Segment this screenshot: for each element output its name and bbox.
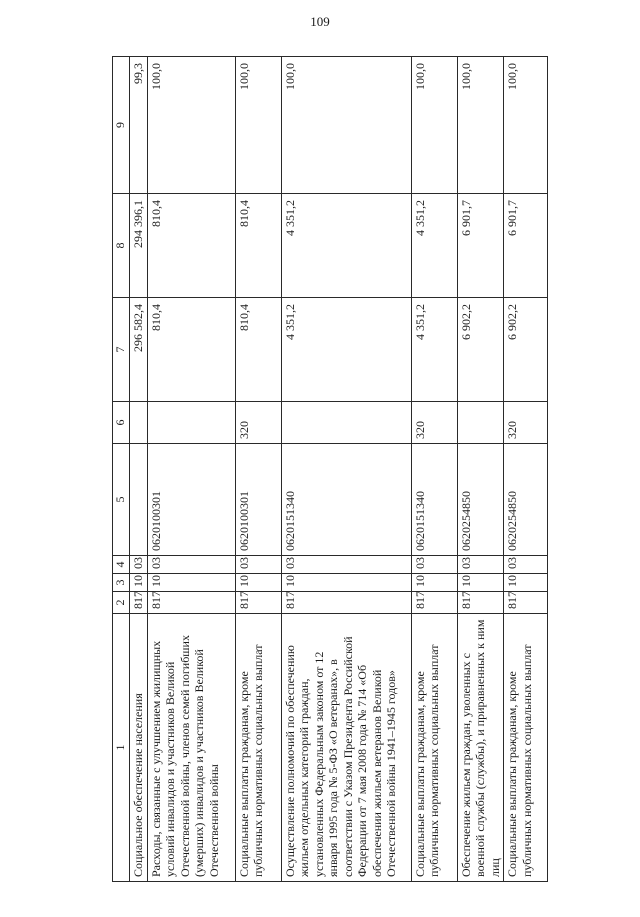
cell-col2: 817 <box>504 592 548 614</box>
cell-col7: 810,4 <box>147 298 235 402</box>
row-name: Расходы, связанные с улучшением жилищных условий инвалидов и участников Великой Отечественной войны, членов семей погибших (умерших) инвалидов и участников Великой Отечественной войны <box>147 614 235 882</box>
cell-col8: 810,4 <box>235 194 281 298</box>
cell-col4: 03 <box>147 556 235 574</box>
cell-col3: 10 <box>281 574 411 592</box>
cell-col4: 03 <box>130 556 148 574</box>
page-number: 109 <box>310 14 330 29</box>
cell-col8: 6 901,7 <box>457 194 504 298</box>
cell-col5 <box>130 444 148 556</box>
header-cell: 3 <box>113 574 130 592</box>
cell-col2: 817 <box>235 592 281 614</box>
cell-col3: 10 <box>457 574 504 592</box>
cell-col3: 10 <box>235 574 281 592</box>
cell-col5: 0620100301 <box>147 444 235 556</box>
cell-col2: 817 <box>281 592 411 614</box>
cell-col7: 4 351,2 <box>411 298 457 402</box>
cell-col3: 10 <box>130 574 148 592</box>
row-name: Социальное обеспечение населения <box>130 614 148 882</box>
cell-col4: 03 <box>457 556 504 574</box>
row-name: Социальные выплаты гражданам, кроме публичных нормативных социальных выплат <box>411 614 457 882</box>
cell-col2: 817 <box>457 592 504 614</box>
table-body <box>130 57 548 882</box>
cell-col5: 0620151340 <box>281 444 411 556</box>
cell-col8: 810,4 <box>147 194 235 298</box>
row-name: Социальные выплаты гражданам, кроме публичных нормативных социальных выплат <box>504 614 548 882</box>
table-row <box>411 57 457 882</box>
cell-col9: 100,0 <box>235 57 281 194</box>
cell-col6: 320 <box>504 402 548 444</box>
cell-col7: 4 351,2 <box>281 298 411 402</box>
header-cell: 5 <box>113 444 130 556</box>
header-cell: 8 <box>113 194 130 298</box>
header-cell: 6 <box>113 402 130 444</box>
cell-col7: 810,4 <box>235 298 281 402</box>
header-cell: 2 <box>113 592 130 614</box>
cell-col8: 6 901,7 <box>504 194 548 298</box>
cell-col4: 03 <box>281 556 411 574</box>
table-row <box>281 57 411 882</box>
row-name: Осуществление полномочий по обеспечению жильем отдельных категорий граждан, установленных Федеральным законом от 12 января 1995 года № 5-ФЗ «О ветеранах», в соответствии с Указом Президента Российской Федерации от 7 мая 2008 года № 714 «Об обеспечении жильем ветеранов Великой Отечественной войны 1941–1945 годов» <box>281 614 411 882</box>
header-cell: 9 <box>113 57 130 194</box>
table-row <box>457 57 504 882</box>
cell-col5: 0620100301 <box>235 444 281 556</box>
row-name: Обеспечение жильем граждан, уволенных с военной службы (службы), и приравненных к ним лиц <box>457 614 504 882</box>
cell-col9: 99,3 <box>130 57 148 194</box>
cell-col6: 320 <box>235 402 281 444</box>
cell-col5: 0620254850 <box>504 444 548 556</box>
cell-col2: 817 <box>147 592 235 614</box>
cell-col6 <box>147 402 235 444</box>
cell-col4: 03 <box>235 556 281 574</box>
cell-col3: 10 <box>147 574 235 592</box>
cell-col2: 817 <box>130 592 148 614</box>
cell-col7: 6 902,2 <box>504 298 548 402</box>
cell-col9: 100,0 <box>281 57 411 194</box>
cell-col8: 4 351,2 <box>281 194 411 298</box>
table-row <box>235 57 281 882</box>
rotated-table-container <box>112 57 545 882</box>
row-name: Социальные выплаты гражданам, кроме публичных нормативных социальных выплат <box>235 614 281 882</box>
cell-col9: 100,0 <box>411 57 457 194</box>
cell-col9: 100,0 <box>147 57 235 194</box>
header-cell: 4 <box>113 556 130 574</box>
budget-table <box>112 56 548 882</box>
header-row <box>113 57 130 882</box>
table-row <box>130 57 148 882</box>
cell-col4: 03 <box>504 556 548 574</box>
header-cell: 7 <box>113 298 130 402</box>
cell-col6 <box>457 402 504 444</box>
cell-col8: 294 396,1 <box>130 194 148 298</box>
cell-col9: 100,0 <box>504 57 548 194</box>
cell-col5: 0620151340 <box>411 444 457 556</box>
cell-col7: 6 902,2 <box>457 298 504 402</box>
cell-col3: 10 <box>504 574 548 592</box>
cell-col2: 817 <box>411 592 457 614</box>
table-header <box>113 57 130 882</box>
table-row <box>147 57 235 882</box>
cell-col6: 320 <box>411 402 457 444</box>
cell-col3: 10 <box>411 574 457 592</box>
cell-col6 <box>281 402 411 444</box>
header-cell: 1 <box>113 614 130 882</box>
cell-col9: 100,0 <box>457 57 504 194</box>
cell-col5: 0620254850 <box>457 444 504 556</box>
cell-col6 <box>130 402 148 444</box>
table-row <box>504 57 548 882</box>
cell-col4: 03 <box>411 556 457 574</box>
cell-col7: 296 582,4 <box>130 298 148 402</box>
cell-col8: 4 351,2 <box>411 194 457 298</box>
